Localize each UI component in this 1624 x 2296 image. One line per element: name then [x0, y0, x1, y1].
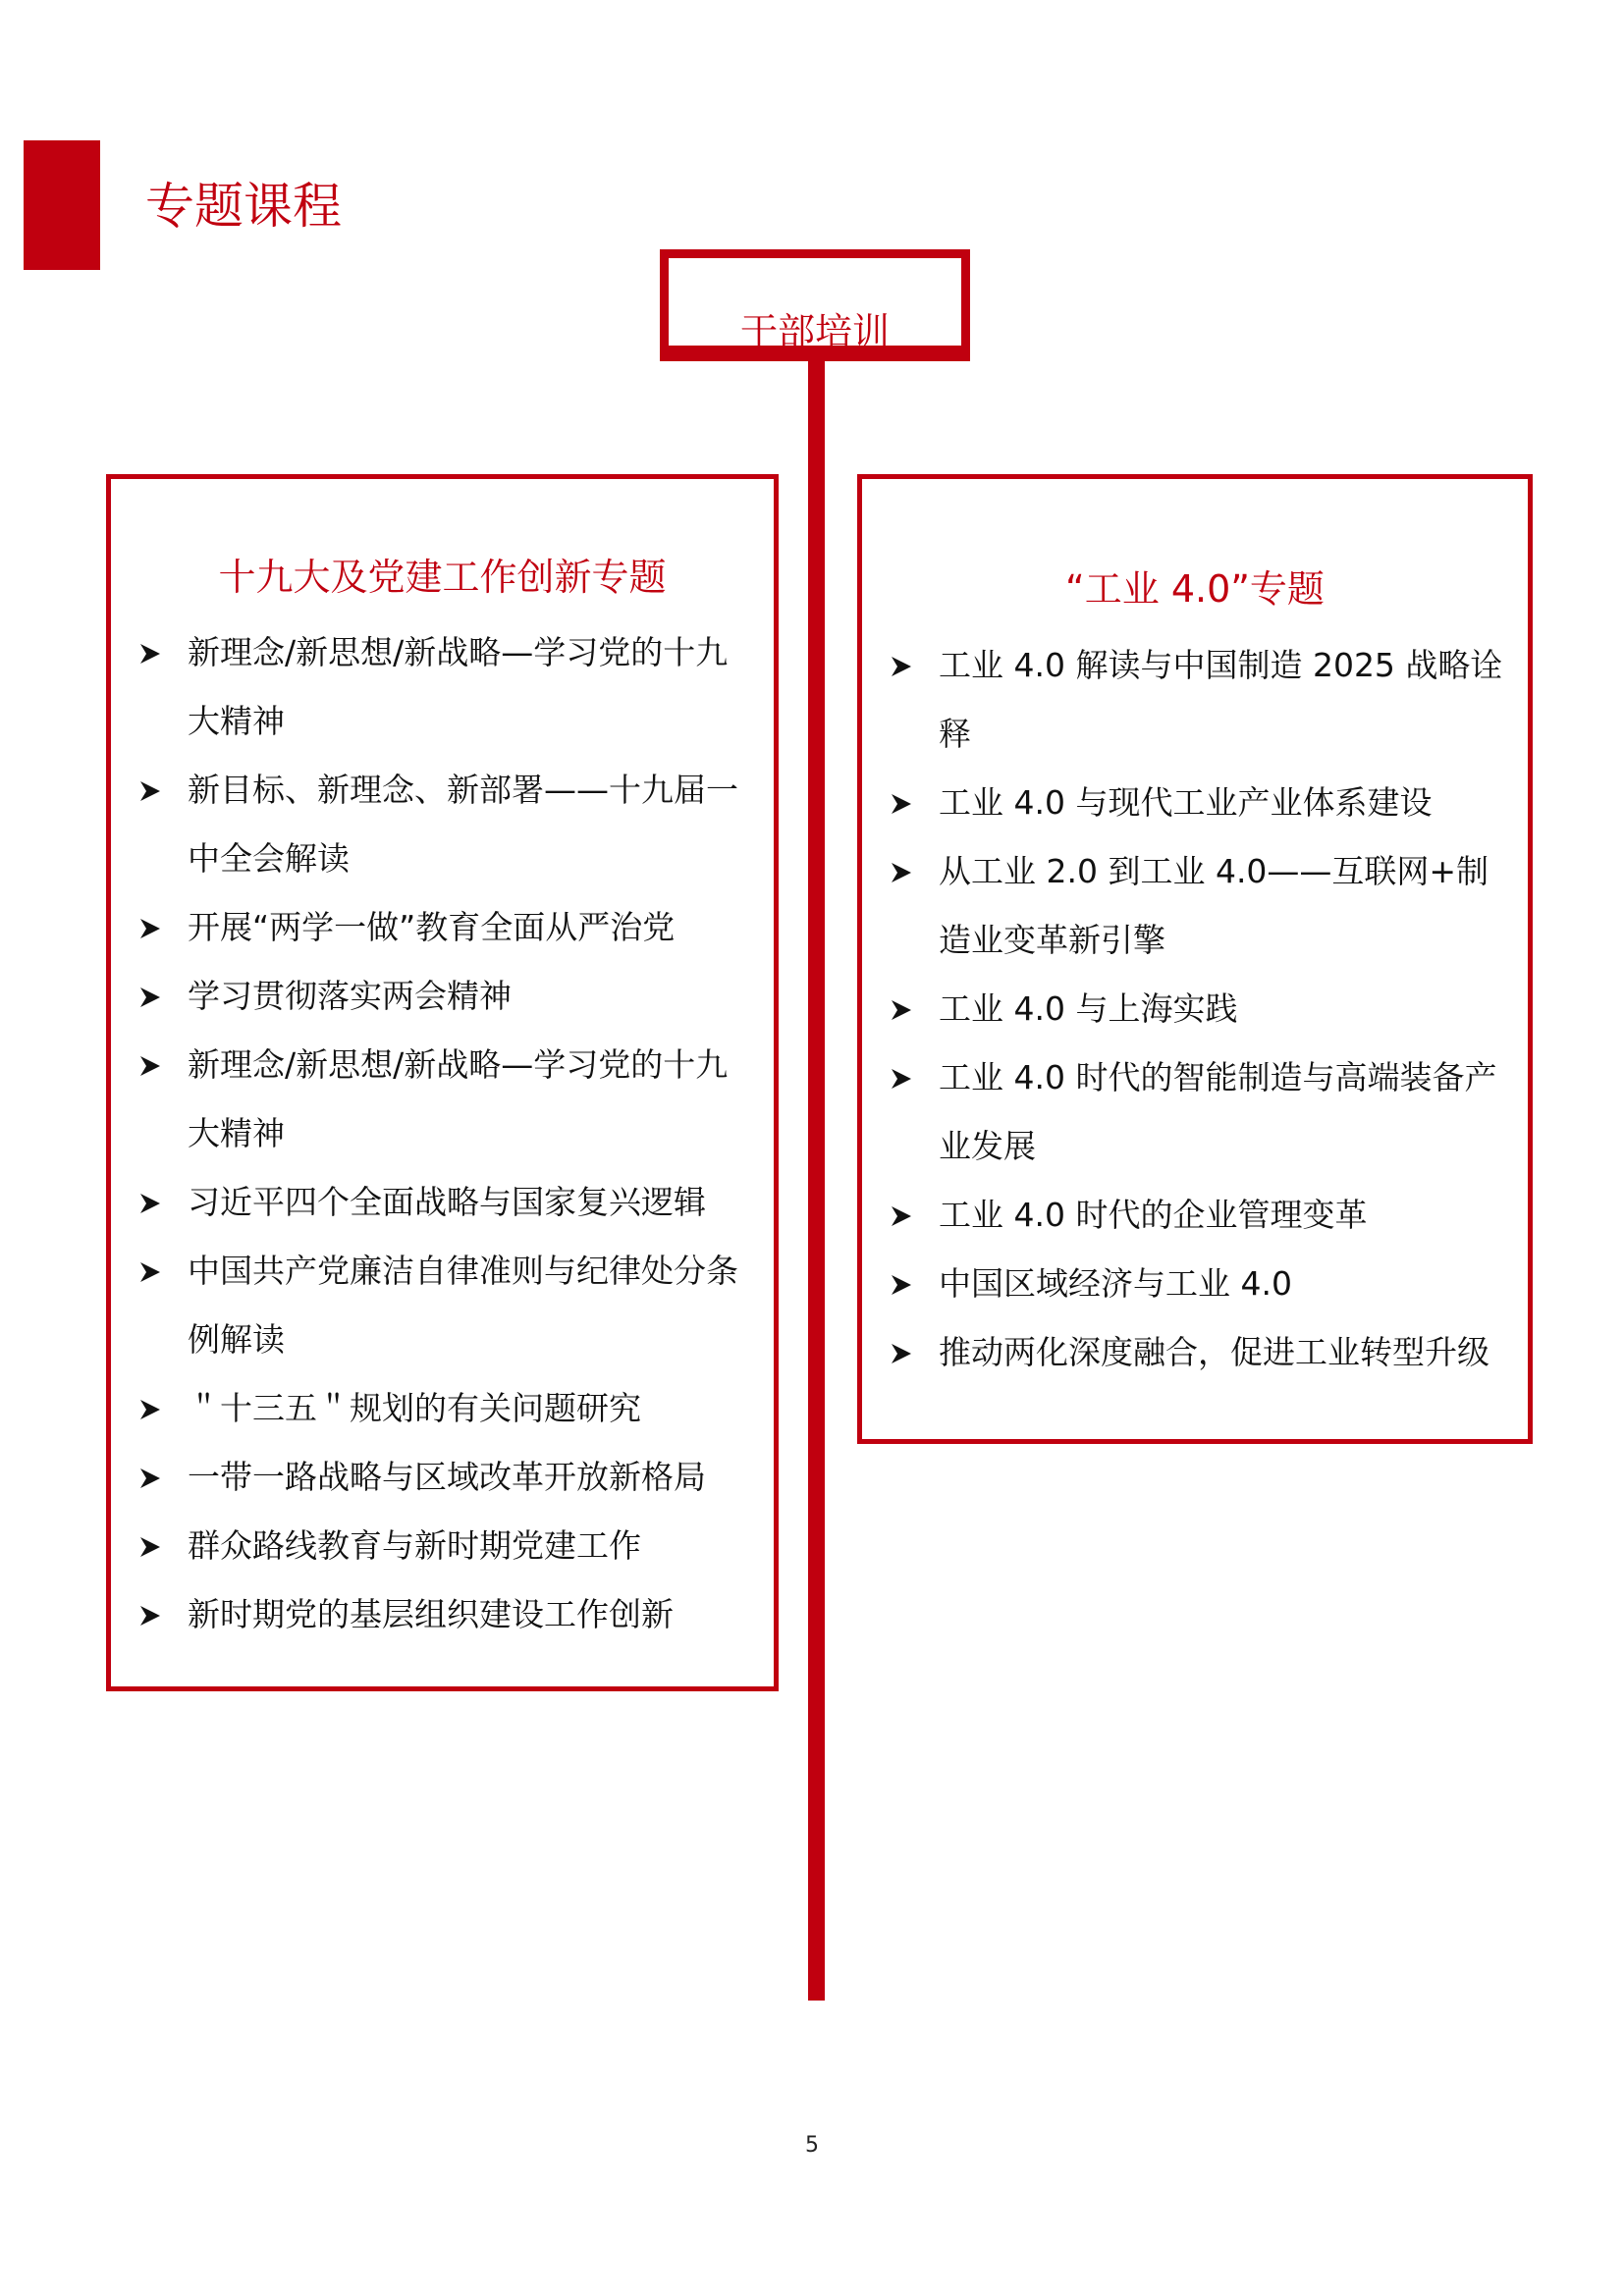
party-building-card-title: 十九大及党建工作创新专题	[218, 556, 667, 599]
arrow-bullet-icon	[884, 975, 923, 1043]
topic-item	[133, 1580, 756, 1649]
topic-item	[884, 1181, 1516, 1250]
arrow-bullet-icon	[884, 1043, 923, 1112]
topic-text: 新理念/新思想/新战略—学习党的十九大精神	[188, 633, 729, 740]
topic-text: 工业 4.0 时代的智能制造与高端装备产业发展	[939, 1058, 1497, 1165]
arrow-bullet-icon	[133, 962, 172, 1031]
topic-item	[133, 1031, 756, 1168]
industry-4-topic-card	[857, 474, 1533, 1444]
arrow-bullet-icon	[133, 1168, 172, 1237]
topic-text: 开展“两学一做”教育全面从严治党	[188, 908, 676, 946]
industry-4-topic-list	[884, 631, 1516, 1387]
topic-item	[133, 893, 756, 962]
topic-item	[884, 631, 1516, 769]
topic-item	[133, 1512, 756, 1580]
topic-text: 习近平四个全面战略与国家复兴逻辑	[188, 1183, 706, 1221]
topic-text: 推动两化深度融合，促进工业转型升级	[939, 1333, 1489, 1371]
topic-text: 群众路线教育与新时期党建工作	[188, 1526, 641, 1565]
topic-item	[884, 1250, 1516, 1318]
topic-item	[133, 962, 756, 1031]
topic-item	[884, 1318, 1516, 1387]
section-marker-block	[24, 140, 100, 270]
topic-text: 中国区域经济与工业 4.0	[939, 1264, 1292, 1303]
arrow-bullet-icon	[884, 837, 923, 906]
topic-text: 工业 4.0 时代的企业管理变革	[939, 1196, 1368, 1234]
topic-item	[884, 837, 1516, 975]
topic-text: 一带一路战略与区域改革开放新格局	[188, 1458, 706, 1496]
topic-text: 学习贯彻落实两会精神	[188, 977, 512, 1015]
arrow-bullet-icon	[133, 1512, 172, 1580]
root-node-box	[660, 249, 970, 361]
topic-item	[133, 618, 756, 756]
topic-item	[884, 1043, 1516, 1181]
topic-text: 中国共产党廉洁自律准则与纪律处分条例解读	[188, 1252, 738, 1359]
arrow-bullet-icon	[133, 618, 172, 687]
section-title: 专题课程	[145, 178, 342, 235]
arrow-bullet-icon	[133, 893, 172, 962]
topic-text: 从工业 2.0 到工业 4.0——互联网+制造业变革新引擎	[939, 852, 1489, 959]
topic-item	[884, 975, 1516, 1043]
arrow-bullet-icon	[133, 1374, 172, 1443]
arrow-bullet-icon	[133, 1237, 172, 1306]
topic-text: 工业 4.0 与现代工业产业体系建设	[939, 783, 1433, 822]
arrow-bullet-icon	[884, 1181, 923, 1250]
topic-text: 新理念/新思想/新战略—学习党的十九大精神	[188, 1045, 729, 1152]
arrow-bullet-icon	[133, 1031, 172, 1099]
arrow-bullet-icon	[133, 1443, 172, 1512]
party-building-topic-list	[133, 618, 756, 1649]
arrow-bullet-icon	[884, 631, 923, 700]
topic-text: 新目标、新理念、新部署——十九届一中全会解读	[188, 771, 738, 878]
topic-text: 工业 4.0 与上海实践	[939, 989, 1238, 1028]
arrow-bullet-icon	[884, 769, 923, 837]
topic-item	[133, 1237, 756, 1374]
topic-item	[133, 1168, 756, 1237]
topic-text: ＂十三五＂规划的有关问题研究	[188, 1389, 641, 1427]
topic-item	[133, 1374, 756, 1443]
industry-4-card-title: “工业 4.0”专题	[1065, 567, 1325, 611]
party-building-topic-card	[106, 474, 779, 1691]
root-node-label: 干部培训	[739, 310, 890, 353]
topic-item	[133, 756, 756, 893]
page-number: 5	[805, 2133, 819, 2158]
topic-item	[133, 1443, 756, 1512]
topic-text: 新时期党的基层组织建设工作创新	[188, 1595, 674, 1633]
topic-text: 工业 4.0 解读与中国制造 2025 战略诠释	[939, 646, 1503, 753]
arrow-bullet-icon	[133, 1580, 172, 1649]
tree-trunk-line	[808, 361, 825, 2001]
topic-item	[884, 769, 1516, 837]
arrow-bullet-icon	[884, 1318, 923, 1387]
arrow-bullet-icon	[884, 1250, 923, 1318]
arrow-bullet-icon	[133, 756, 172, 825]
